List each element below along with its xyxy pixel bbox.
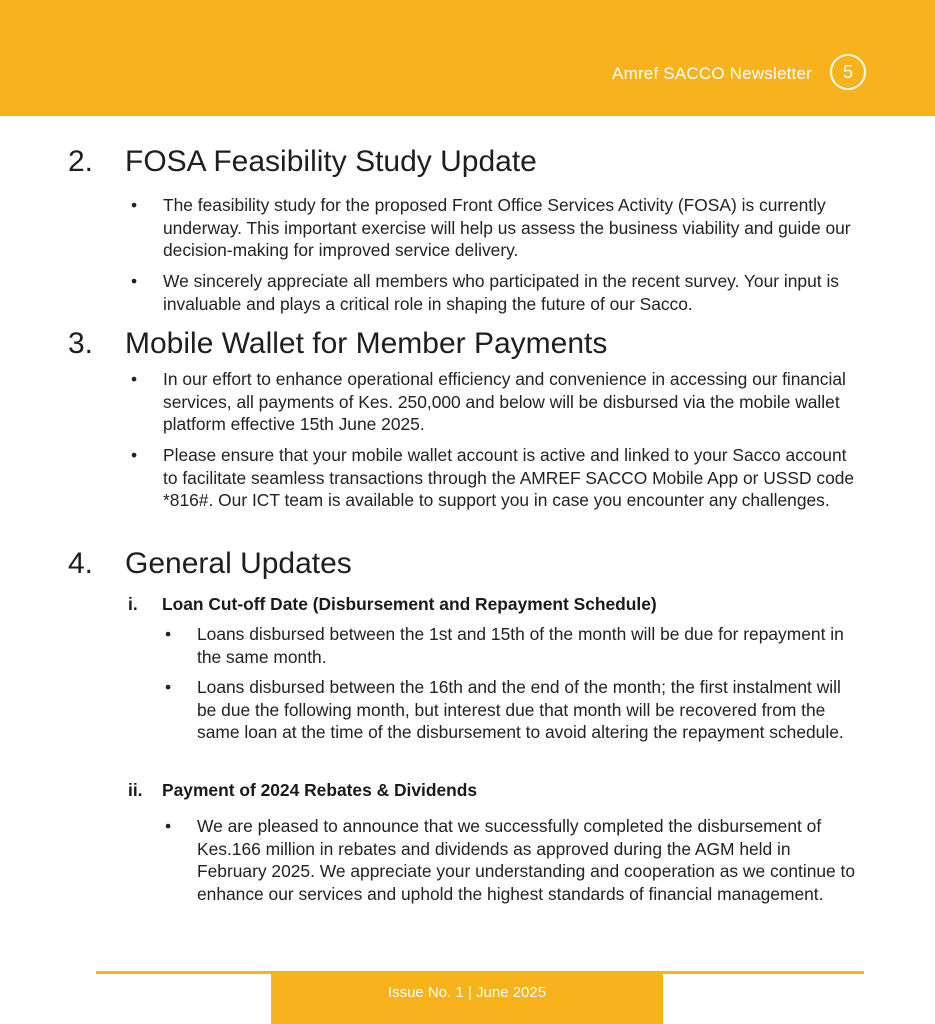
subsection-number: ii.: [128, 780, 143, 800]
bullet-icon: •: [165, 816, 172, 836]
subsection-number: i.: [128, 594, 138, 614]
section-number: 4.: [68, 547, 94, 580]
section-heading-fosa: [68, 144, 537, 180]
list-item: • We sincerely appreciate all members who participated in the recent survey. Your input is invaluable and plays a critical role in shaping the future of our Sacco.: [131, 271, 839, 314]
bullet-icon: •: [165, 624, 172, 644]
subsection-heading-loan-cutoff: [128, 593, 657, 615]
list-item: • Please ensure that your mobile wallet account is active and linked to your Sacco account to facilitate seamless transactions through the AMREF SACCO Mobile App or USSD code *816#. Our ICT team is available to support you in case you encounter any challenges.: [131, 445, 855, 510]
list-item: • Loans disbursed between the 1st and 15th of the month will be due for repayment in the same month.: [165, 624, 844, 667]
section-title: General Updates: [125, 547, 352, 580]
section-heading-mobile-wallet: [68, 326, 607, 362]
bullet-icon: •: [131, 195, 138, 215]
bullet-icon: •: [165, 677, 172, 697]
list-item: • Loans disbursed between the 16th and the end of the month; the first instalment will be due the following month, but interest due that month will be recovered from the same loan at the time of the disbursement to avoid altering the repayment schedule.: [165, 677, 844, 742]
subsection-title: Loan Cut-off Date (Disbursement and Repayment Schedule): [162, 594, 657, 614]
bullet-icon: •: [131, 271, 138, 291]
newsletter-title: Amref SACCO Newsletter: [612, 64, 812, 83]
section-heading-general-updates: [68, 546, 352, 582]
list-item: • The feasibility study for the proposed Front Office Services Activity (FOSA) is currently underway. This important exercise will help us assess the business viability and guide our decision-making for improved service delivery.: [131, 195, 851, 260]
bullet-icon: •: [131, 445, 138, 465]
footer-bar: [271, 974, 663, 1024]
issue-label: Issue No. 1 | June 2025: [387, 984, 547, 1001]
page-number-badge: 5: [830, 54, 866, 90]
section-title: Mobile Wallet for Member Payments: [125, 327, 608, 360]
subsection-title: Payment of 2024 Rebates & Dividends: [162, 780, 478, 800]
section-number: 3.: [68, 327, 94, 360]
list-item: • In our effort to enhance operational efficiency and convenience in accessing our financial services, all payments of Kes. 250,000 and below will be disbursed via the mobile wallet platform effective 15th June 2025.: [131, 369, 846, 434]
list-item: • We are pleased to announce that we successfully completed the disbursement of Kes.166 million in rebates and dividends as approved during the AGM held in February 2025. We appreciate your understanding and cooperation as we continue to enhance our services and uphold the highest standards of financial management.: [165, 816, 856, 904]
subsection-heading-rebates: [128, 779, 477, 801]
header-bar: [0, 0, 935, 116]
section-title: FOSA Feasibility Study Update: [125, 145, 537, 178]
section-number: 2.: [68, 145, 94, 178]
bullet-icon: •: [131, 369, 138, 389]
